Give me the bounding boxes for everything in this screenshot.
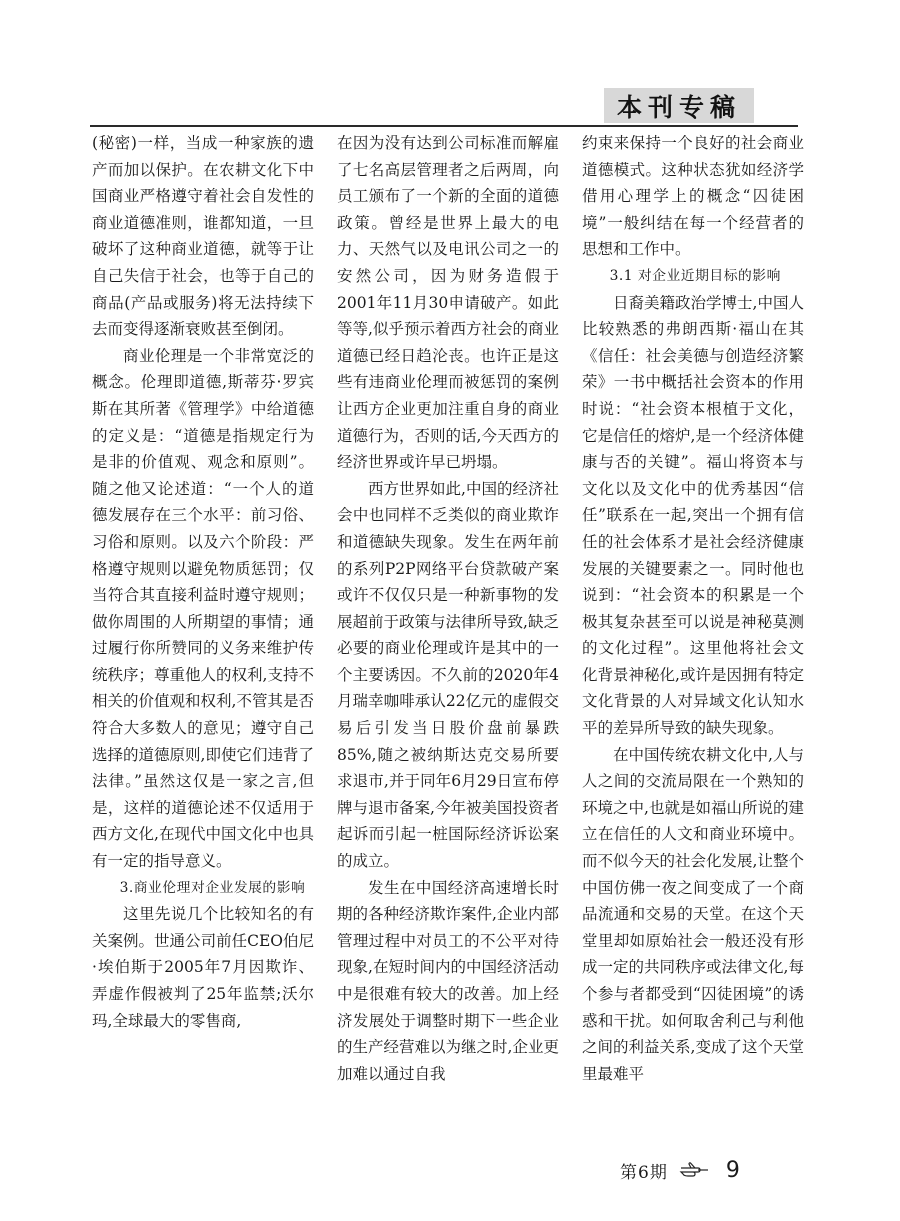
body-paragraph: 商业伦理是一个非常宽泛的概念。伦理即道德,斯蒂芬·罗宾斯在其所著《管理学》中给道德的定义是：“道德是指规定行为是非的价值观、观念和原则”。随之他又论述道：“一个人的道德发展存在三个水平：前习俗、习俗和原则。以及六个阶段：严格遵守规则以避免物质惩罚；仅当符合其直接利益时遵守规则；做你周围的人所期望的事情；通过履行你所赞同的义务来维护传统秩序；尊重他人的权利,支持不相关的价值观和权利,不管其是否符合大多数人的意见；遵守自己选择的道德原则,即使它们违背了法律。”虽然这仅是一家之言,但是，这样的道德论述不仅适用于西方文化,在现代中国文化中也具有一定的指导意义。 [92,346,314,871]
body-paragraph: 西方世界如此,中国的经济社会中也同样不乏类似的商业欺诈和道德缺失现象。发生在两年前的系列P2P网络平台贷款破产案或许不仅仅只是一种新事物的发展超前于政策与法律所导致,缺乏必要的商业伦理或许是其中的一个主要诱因。不久前的2020年4月瑞幸咖啡承认22亿元的虚假交易后引发当日股价盘前暴跌85%,随之被纳斯达克交易所要求退市,并于同年6月29日宣布停牌与退市备案,今年被美国投资者起诉而引起一桩国际经济诉讼案的成立。 [337,479,559,871]
section-subheading: 3.1 对企业近期目标的影响 [609,267,781,284]
body-paragraph: 这里先说几个比较知名的有关案例。世通公司前任CEO伯尼·埃伯斯于2005年7月因欺诈、弄虚作假被判了25年监禁;沃尔玛,全球最大的零售商, [92,905,314,1030]
text-column-3 [582,130,804,1083]
section-subheading: 3.商业伦理对企业发展的影响 [119,879,306,896]
pointing-hand-icon [680,1161,710,1179]
header-rule [90,125,798,127]
body-paragraph: 发生在中国经济高速增长时期的各种经济欺诈案件,企业内部管理过程中对员工的不公平对待现象,在短时间内的中国经济活动中是很难有较大的改善。加上经济发展处于调整时期下一些企业的生产经营难以为继之时,企业更加难以通过自我 [337,878,559,1083]
page-footer [620,1155,740,1185]
body-paragraph: (秘密)一样，当成一种家族的遗产而加以保护。在农耕文化下中国商业严格遵守着社会自发性的商业道德准则，谁都知道，一旦破坏了这种商业道德，就等于让自己失信于社会，也等于自己的商品(产品或服务)将无法持续下去而变得逐渐衰败甚至倒闭。 [92,134,314,339]
body-paragraph: 在中国传统农耕文化中,人与人之间的交流局限在一个熟知的环境之中,也就是如福山所说的建立在信任的人文和商业环境中。而不似今天的社会化发展,让整个中国仿佛一夜之间变成了一个商品流通和交易的天堂。在这个天堂里却如原始社会一般还没有形成一定的共同秩序或法律文化,每个参与者都受到“囚徒困境”的诱惑和干扰。如何取舍利己与利他之间的利益关系,变成了这个天堂里最难平 [582,745,804,1083]
body-paragraph: 在因为没有达到公司标准而解雇了七名高层管理者之后两周，向员工颁布了一个新的全面的道德政策。曾经是世界上最大的电力、天然气以及电讯公司之一的安然公司，因为财务造假于2001年11月30申请破产。如此等等,似乎预示着西方社会的商业道德已经日趋沦丧。也许正是这些有违商业伦理而被惩罚的案例让西方企业更加注重自身的商业道德行为，否则的话,今天西方的经济世界或许早已坍塌。 [337,134,559,472]
text-column-1 [92,130,314,1030]
issue-number: 第6期 [620,1162,668,1183]
page-number: 9 [725,1157,740,1183]
section-tag: 本刊专稿 [604,88,754,123]
body-paragraph: 日裔美籍政治学博士,中国人比较熟悉的弗朗西斯·福山在其《信任：社会美德与创造经济繁荣》一书中概括社会资本的作用时说：“社会资本根植于文化，它是信任的熔炉,是一个经济体健康与否的关键”。福山将资本与文化以及文化中的优秀基因“信任”联系在一起,突出一个拥有信任的社会体系才是社会经济健康发展的关键要素之一。同时他也说到：“社会资本的积累是一个极其复杂甚至可以说是神秘莫测的文化过程”。这里他将社会文化背景神秘化,或许是因拥有特定文化背景的人对异域文化认知水平的差异所导致的缺失现象。 [582,293,804,738]
body-paragraph: 约束来保持一个良好的社会商业道德模式。这种状态犹如经济学借用心理学上的概念“囚徒困境”一般纠结在每一个经营者的思想和工作中。 [582,134,804,259]
text-column-2 [337,130,559,1083]
